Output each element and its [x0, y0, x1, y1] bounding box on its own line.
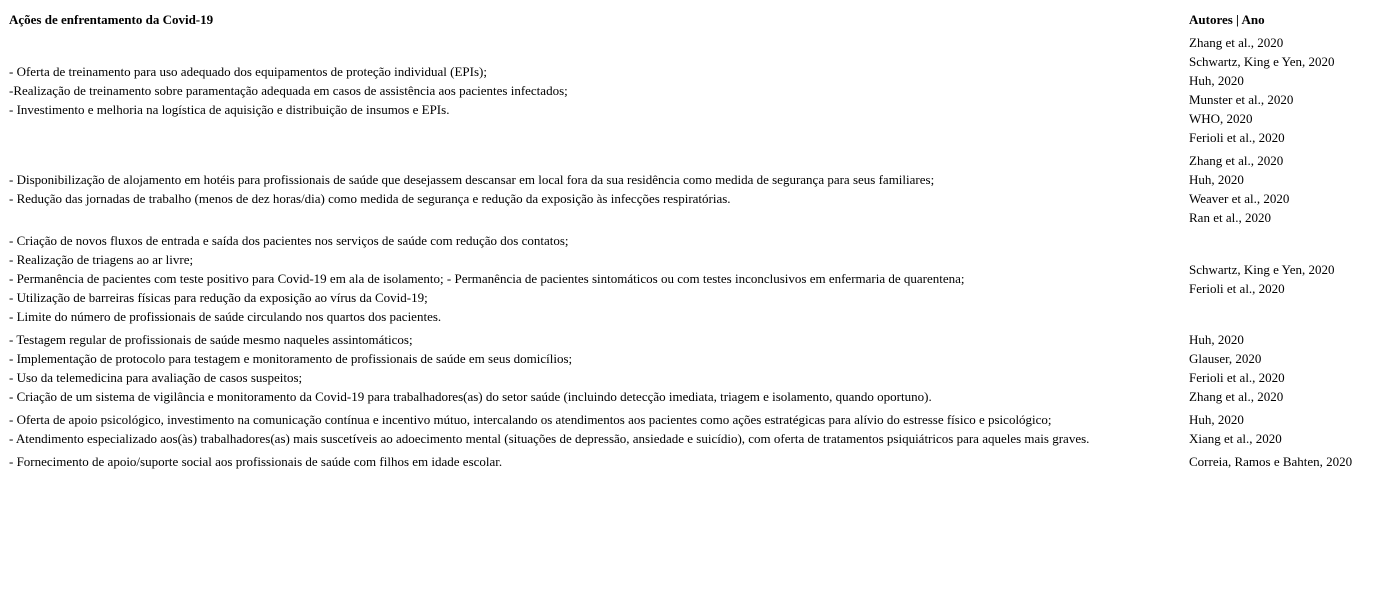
table-row: [8, 230, 1366, 327]
table-body: [8, 32, 1366, 472]
action-item: - Utilização de barreiras físicas para redução da exposição ao vírus da Covid-19;: [9, 290, 428, 305]
header-actions: Ações de enfrentamento da Covid-19: [9, 12, 214, 27]
action-item: - Implementação de protocolo para testagem e monitoramento de profissionais de saúde em seus domicílios;: [9, 351, 573, 366]
header-row: [8, 10, 1366, 30]
author-reference: Schwartz, King e Yen, 2020: [1189, 54, 1335, 69]
header-authors: Autores | Ano: [1189, 12, 1265, 27]
author-reference: Ferioli et al., 2020: [1189, 130, 1285, 145]
author-reference: Zhang et al., 2020: [1189, 35, 1284, 50]
action-item: - Uso da telemedicina para avaliação de casos suspeitos;: [9, 370, 303, 385]
table-row: [8, 32, 1366, 148]
action-item: - Redução das jornadas de trabalho (menos de dez horas/dia) como medida de segurança e redução da exposição às infecções respiratórias.: [9, 191, 731, 206]
authors-cell: [1188, 451, 1366, 472]
authors-cell: [1188, 329, 1366, 407]
author-reference: Schwartz, King e Yen, 2020: [1189, 261, 1335, 277]
author-reference: Xiang et al., 2020: [1189, 431, 1282, 446]
author-reference: Zhang et al., 2020: [1189, 153, 1284, 168]
actions-cell: [8, 329, 1186, 407]
author-reference: WHO, 2020: [1189, 111, 1253, 126]
covid-actions-table: [6, 8, 1368, 474]
action-item: - Fornecimento de apoio/suporte social aos profissionais de saúde com filhos em idade escolar.: [9, 454, 503, 469]
author-reference: Munster et al., 2020: [1189, 92, 1294, 107]
table-row: [8, 451, 1366, 472]
action-item: - Oferta de apoio psicológico, investimento na comunicação contínua e incentivo mútuo, intercalando os atendimentos aos pacientes como ações estratégicas para alívio do estresse físico e psicológico;: [9, 412, 1052, 427]
authors-cell: [1188, 32, 1366, 148]
actions-cell: [8, 230, 1186, 327]
action-item: - Realização de triagens ao ar livre;: [9, 252, 194, 267]
table-header: [8, 10, 1366, 30]
action-item: - Investimento e melhoria na logística de aquisição e distribuição de insumos e EPIs.: [9, 101, 450, 117]
author-reference: Ferioli et al., 2020: [1189, 280, 1285, 296]
action-item: - Oferta de treinamento para uso adequado dos equipamentos de proteção individual (EPIs);: [9, 63, 487, 79]
author-reference: Weaver et al., 2020: [1189, 191, 1290, 206]
actions-cell: [8, 451, 1186, 472]
authors-cell: [1188, 230, 1366, 327]
author-reference: Huh, 2020: [1189, 412, 1244, 427]
action-item: - Criação de novos fluxos de entrada e saída dos pacientes nos serviços de saúde com redução dos contatos;: [9, 233, 569, 248]
action-item: - Criação de um sistema de vigilância e monitoramento da Covid-19 para trabalhadores(as) do setor saúde (incluindo detecção imediata, triagem e isolamento, quando oportuno).: [9, 389, 932, 404]
table-row: [8, 150, 1366, 228]
author-reference: Glauser, 2020: [1189, 351, 1262, 366]
actions-cell: [8, 409, 1186, 449]
author-reference: Huh, 2020: [1189, 73, 1244, 88]
actions-cell: [8, 32, 1186, 148]
authors-cell: [1188, 150, 1366, 228]
author-reference: Ferioli et al., 2020: [1189, 370, 1285, 385]
action-item: - Permanência de pacientes com teste positivo para Covid-19 em ala de isolamento; - Permanência de pacientes sintomáticos ou com testes inconclusivos em enfermaria de quarentena;: [9, 271, 965, 286]
table-row: [8, 329, 1366, 407]
author-reference: Ran et al., 2020: [1189, 210, 1271, 225]
action-item: - Limite do número de profissionais de saúde circulando nos quartos dos pacientes.: [9, 309, 442, 324]
action-item: -Realização de treinamento sobre paramentação adequada em casos de assistência aos pacientes infectados;: [9, 82, 568, 98]
table-row: [8, 409, 1366, 449]
author-reference: Correia, Ramos e Bahten, 2020: [1189, 454, 1353, 469]
author-reference: Huh, 2020: [1189, 172, 1244, 187]
action-item: - Testagem regular de profissionais de saúde mesmo naqueles assintomáticos;: [9, 332, 413, 347]
actions-cell: [8, 150, 1186, 228]
author-reference: Huh, 2020: [1189, 332, 1244, 347]
action-item: - Atendimento especializado aos(às) trabalhadores(as) mais suscetíveis ao adoecimento mental (situações de depressão, ansiedade e suicídio), com oferta de tratamentos psiquiátricos para aqueles mais graves.: [9, 431, 1090, 446]
authors-cell: [1188, 409, 1366, 449]
author-reference: Zhang et al., 2020: [1189, 389, 1284, 404]
action-item: - Disponibilização de alojamento em hotéis para profissionais de saúde que desejassem descansar em local fora da sua residência como medida de segurança para seus familiares;: [9, 172, 935, 187]
